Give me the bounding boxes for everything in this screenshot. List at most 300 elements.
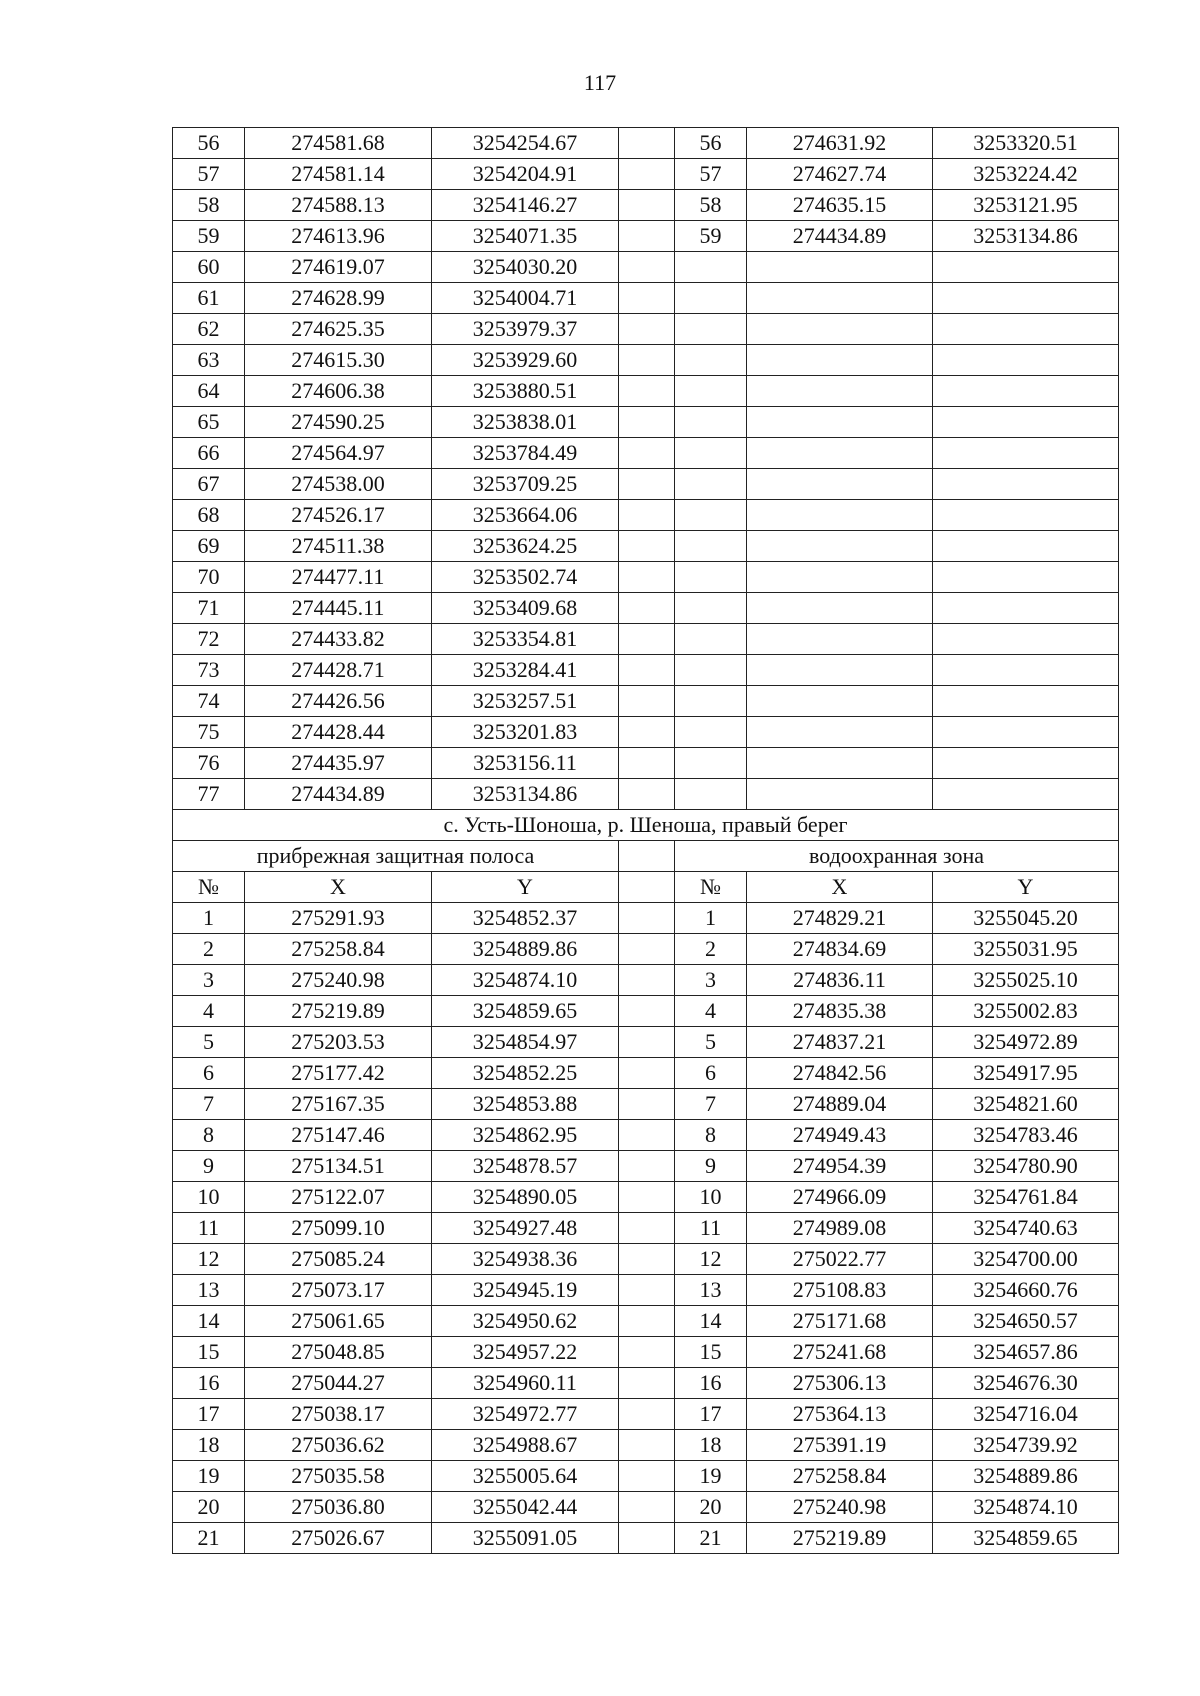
point-num-right: 56 <box>675 128 747 159</box>
y-right <box>933 748 1119 779</box>
section-title: с. Усть-Шоноша, р. Шеноша, правый берег <box>173 810 1119 841</box>
y-right <box>933 438 1119 469</box>
x-right: 275240.98 <box>747 1492 933 1523</box>
point-num-left: 70 <box>173 562 245 593</box>
col-y-header-left: Y <box>432 872 619 903</box>
table-row <box>173 903 1119 934</box>
gap-cell <box>619 996 675 1027</box>
x-right: 274842.56 <box>747 1058 933 1089</box>
point-num-right: 20 <box>675 1492 747 1523</box>
y-right <box>933 345 1119 376</box>
table-row <box>173 1306 1119 1337</box>
x-left: 275122.07 <box>245 1182 432 1213</box>
point-num-right <box>675 407 747 438</box>
x-left: 275036.62 <box>245 1430 432 1461</box>
table-row <box>173 1275 1119 1306</box>
x-right: 274966.09 <box>747 1182 933 1213</box>
x-left: 275036.80 <box>245 1492 432 1523</box>
point-num-right: 13 <box>675 1275 747 1306</box>
gap-cell <box>619 1492 675 1523</box>
y-right <box>933 500 1119 531</box>
x-right: 274834.69 <box>747 934 933 965</box>
y-right: 3254889.86 <box>933 1461 1119 1492</box>
table-row <box>173 252 1119 283</box>
x-left: 275073.17 <box>245 1275 432 1306</box>
point-num-right: 17 <box>675 1399 747 1430</box>
y-left: 3255091.05 <box>432 1523 619 1554</box>
y-right <box>933 717 1119 748</box>
y-right <box>933 314 1119 345</box>
point-num-left: 75 <box>173 717 245 748</box>
y-right <box>933 252 1119 283</box>
x-left: 275035.58 <box>245 1461 432 1492</box>
point-num-right: 18 <box>675 1430 747 1461</box>
x-right <box>747 283 933 314</box>
x-left: 275203.53 <box>245 1027 432 1058</box>
y-right: 3254917.95 <box>933 1058 1119 1089</box>
point-num-right: 6 <box>675 1058 747 1089</box>
point-num-left: 76 <box>173 748 245 779</box>
y-left: 3253929.60 <box>432 345 619 376</box>
point-num-left: 56 <box>173 128 245 159</box>
y-right <box>933 686 1119 717</box>
y-left: 3254945.19 <box>432 1275 619 1306</box>
col-num-header-right: № <box>675 872 747 903</box>
gap-cell <box>619 1244 675 1275</box>
x-left: 274428.44 <box>245 717 432 748</box>
point-num-right <box>675 686 747 717</box>
gap-cell <box>619 1523 675 1554</box>
x-left: 275026.67 <box>245 1523 432 1554</box>
x-left: 274606.38 <box>245 376 432 407</box>
gap-cell <box>619 1337 675 1368</box>
y-right: 3253320.51 <box>933 128 1119 159</box>
table-row <box>173 190 1119 221</box>
gap-cell <box>619 159 675 190</box>
y-left: 3253624.25 <box>432 531 619 562</box>
bottom-coordinates-body <box>173 903 1119 1554</box>
x-right: 274949.43 <box>747 1120 933 1151</box>
point-num-right: 12 <box>675 1244 747 1275</box>
x-right <box>747 376 933 407</box>
y-left: 3254927.48 <box>432 1213 619 1244</box>
y-right: 3254780.90 <box>933 1151 1119 1182</box>
point-num-left: 67 <box>173 469 245 500</box>
gap-cell <box>619 252 675 283</box>
y-left: 3254878.57 <box>432 1151 619 1182</box>
y-right <box>933 779 1119 810</box>
point-num-right: 15 <box>675 1337 747 1368</box>
x-left: 275291.93 <box>245 903 432 934</box>
table-row <box>173 965 1119 996</box>
y-left: 3253257.51 <box>432 686 619 717</box>
point-num-left: 20 <box>173 1492 245 1523</box>
point-num-left: 72 <box>173 624 245 655</box>
point-num-left: 15 <box>173 1337 245 1368</box>
gap-cell <box>619 1461 675 1492</box>
point-num-right <box>675 469 747 500</box>
point-num-left: 12 <box>173 1244 245 1275</box>
point-num-left: 16 <box>173 1368 245 1399</box>
gap-cell <box>619 779 675 810</box>
y-right: 3254650.57 <box>933 1306 1119 1337</box>
table-row <box>173 934 1119 965</box>
x-left: 275147.46 <box>245 1120 432 1151</box>
gap-cell <box>619 221 675 252</box>
table-row <box>173 996 1119 1027</box>
point-num-right: 4 <box>675 996 747 1027</box>
point-num-right: 8 <box>675 1120 747 1151</box>
x-right: 274836.11 <box>747 965 933 996</box>
x-left: 275177.42 <box>245 1058 432 1089</box>
y-left: 3253880.51 <box>432 376 619 407</box>
y-left: 3255042.44 <box>432 1492 619 1523</box>
gap-cell <box>619 1182 675 1213</box>
coordinates-table <box>172 127 1119 1554</box>
table-row <box>173 562 1119 593</box>
point-num-right <box>675 283 747 314</box>
y-left: 3254854.97 <box>432 1027 619 1058</box>
point-num-right <box>675 376 747 407</box>
gap-cell <box>619 314 675 345</box>
gap-cell <box>619 128 675 159</box>
y-left: 3253664.06 <box>432 500 619 531</box>
point-num-left: 1 <box>173 903 245 934</box>
gap-cell <box>619 345 675 376</box>
gap-cell <box>619 407 675 438</box>
y-right <box>933 283 1119 314</box>
point-num-left: 3 <box>173 965 245 996</box>
y-left: 3253284.41 <box>432 655 619 686</box>
x-left: 274588.13 <box>245 190 432 221</box>
y-right: 3254859.65 <box>933 1523 1119 1554</box>
table-row <box>173 593 1119 624</box>
gap-cell <box>619 872 675 903</box>
point-num-left: 73 <box>173 655 245 686</box>
x-left: 274613.96 <box>245 221 432 252</box>
y-left: 3254852.25 <box>432 1058 619 1089</box>
point-num-left: 21 <box>173 1523 245 1554</box>
point-num-left: 58 <box>173 190 245 221</box>
x-left: 274477.11 <box>245 562 432 593</box>
x-right <box>747 314 933 345</box>
gap-cell <box>619 1213 675 1244</box>
x-left: 275258.84 <box>245 934 432 965</box>
table-row <box>173 1058 1119 1089</box>
y-left: 3253201.83 <box>432 717 619 748</box>
table-row <box>173 128 1119 159</box>
x-right <box>747 779 933 810</box>
point-num-left: 10 <box>173 1182 245 1213</box>
x-left: 275240.98 <box>245 965 432 996</box>
y-right: 3255025.10 <box>933 965 1119 996</box>
x-left: 274615.30 <box>245 345 432 376</box>
x-right: 274889.04 <box>747 1089 933 1120</box>
table-row <box>173 655 1119 686</box>
y-right: 3253224.42 <box>933 159 1119 190</box>
x-left: 275219.89 <box>245 996 432 1027</box>
x-left: 274564.97 <box>245 438 432 469</box>
table-row <box>173 376 1119 407</box>
x-left: 275167.35 <box>245 1089 432 1120</box>
top-coordinates-body <box>173 128 1119 810</box>
point-num-left: 66 <box>173 438 245 469</box>
y-right: 3253121.95 <box>933 190 1119 221</box>
table-row <box>173 345 1119 376</box>
table-row <box>173 314 1119 345</box>
table-row <box>173 748 1119 779</box>
point-num-left: 8 <box>173 1120 245 1151</box>
table-row <box>173 1213 1119 1244</box>
y-right: 3254700.00 <box>933 1244 1119 1275</box>
table-row <box>173 1151 1119 1182</box>
table-row <box>173 283 1119 314</box>
x-right: 275241.68 <box>747 1337 933 1368</box>
y-left: 3253502.74 <box>432 562 619 593</box>
point-num-left: 68 <box>173 500 245 531</box>
y-left: 3254889.86 <box>432 934 619 965</box>
y-right: 3254783.46 <box>933 1120 1119 1151</box>
gap-cell <box>619 934 675 965</box>
y-left: 3254938.36 <box>432 1244 619 1275</box>
y-left: 3254071.35 <box>432 221 619 252</box>
point-num-right: 9 <box>675 1151 747 1182</box>
x-right: 274989.08 <box>747 1213 933 1244</box>
point-num-left: 4 <box>173 996 245 1027</box>
y-left: 3254862.95 <box>432 1120 619 1151</box>
point-num-left: 11 <box>173 1213 245 1244</box>
point-num-left: 65 <box>173 407 245 438</box>
y-right: 3255002.83 <box>933 996 1119 1027</box>
x-left: 275085.24 <box>245 1244 432 1275</box>
point-num-left: 64 <box>173 376 245 407</box>
gap-cell <box>619 1120 675 1151</box>
gap-cell <box>619 748 675 779</box>
point-num-right <box>675 655 747 686</box>
point-num-right <box>675 345 747 376</box>
y-left: 3254960.11 <box>432 1368 619 1399</box>
table-row <box>173 1430 1119 1461</box>
x-right <box>747 655 933 686</box>
point-num-right <box>675 500 747 531</box>
point-num-left: 6 <box>173 1058 245 1089</box>
table-row <box>173 686 1119 717</box>
point-num-right <box>675 717 747 748</box>
y-right: 3254716.04 <box>933 1399 1119 1430</box>
y-right: 3254821.60 <box>933 1089 1119 1120</box>
col-x-header-left: X <box>245 872 432 903</box>
y-right: 3254657.86 <box>933 1337 1119 1368</box>
y-left: 3254254.67 <box>432 128 619 159</box>
point-num-right <box>675 531 747 562</box>
y-left: 3253979.37 <box>432 314 619 345</box>
y-right <box>933 562 1119 593</box>
gap-cell <box>619 1027 675 1058</box>
x-left: 274434.89 <box>245 779 432 810</box>
gap-cell <box>619 686 675 717</box>
table-row <box>173 1523 1119 1554</box>
gap-cell <box>619 562 675 593</box>
section-title-row <box>173 810 1119 841</box>
y-left: 3254972.77 <box>432 1399 619 1430</box>
point-num-left: 69 <box>173 531 245 562</box>
x-right <box>747 624 933 655</box>
y-right: 3255045.20 <box>933 903 1119 934</box>
x-right <box>747 500 933 531</box>
x-right <box>747 252 933 283</box>
y-left: 3254859.65 <box>432 996 619 1027</box>
x-left: 274538.00 <box>245 469 432 500</box>
x-left: 274581.14 <box>245 159 432 190</box>
x-right: 274837.21 <box>747 1027 933 1058</box>
y-right <box>933 469 1119 500</box>
point-num-left: 62 <box>173 314 245 345</box>
point-num-right: 21 <box>675 1523 747 1554</box>
point-num-left: 9 <box>173 1151 245 1182</box>
x-right <box>747 748 933 779</box>
section-header <box>173 810 1119 903</box>
y-right <box>933 376 1119 407</box>
x-right: 274635.15 <box>747 190 933 221</box>
y-left: 3253354.81 <box>432 624 619 655</box>
point-num-right: 1 <box>675 903 747 934</box>
y-left: 3253156.11 <box>432 748 619 779</box>
x-left: 274628.99 <box>245 283 432 314</box>
x-left: 274625.35 <box>245 314 432 345</box>
y-left: 3254874.10 <box>432 965 619 996</box>
gap-cell <box>619 438 675 469</box>
point-num-right: 7 <box>675 1089 747 1120</box>
table-row <box>173 1399 1119 1430</box>
col-y-header-right: Y <box>933 872 1119 903</box>
table-row <box>173 717 1119 748</box>
gap-cell <box>619 283 675 314</box>
y-left: 3254852.37 <box>432 903 619 934</box>
gap-cell <box>619 593 675 624</box>
gap-cell <box>619 531 675 562</box>
table-row <box>173 221 1119 252</box>
column-header-row <box>173 872 1119 903</box>
y-left: 3255005.64 <box>432 1461 619 1492</box>
point-num-left: 18 <box>173 1430 245 1461</box>
col-x-header-right: X <box>747 872 933 903</box>
x-right <box>747 686 933 717</box>
y-right: 3254660.76 <box>933 1275 1119 1306</box>
x-left: 275038.17 <box>245 1399 432 1430</box>
point-num-right: 59 <box>675 221 747 252</box>
table-row <box>173 438 1119 469</box>
y-right: 3254874.10 <box>933 1492 1119 1523</box>
y-left: 3253709.25 <box>432 469 619 500</box>
point-num-left: 17 <box>173 1399 245 1430</box>
x-right: 275108.83 <box>747 1275 933 1306</box>
point-num-left: 59 <box>173 221 245 252</box>
x-left: 274526.17 <box>245 500 432 531</box>
gap-cell <box>619 1430 675 1461</box>
y-right <box>933 624 1119 655</box>
left-zone-label: прибрежная защитная полоса <box>173 841 619 872</box>
point-num-left: 63 <box>173 345 245 376</box>
point-num-left: 61 <box>173 283 245 314</box>
x-right: 275171.68 <box>747 1306 933 1337</box>
point-num-left: 71 <box>173 593 245 624</box>
y-right <box>933 593 1119 624</box>
point-num-right: 3 <box>675 965 747 996</box>
x-left: 274435.97 <box>245 748 432 779</box>
table-row <box>173 624 1119 655</box>
x-left: 274445.11 <box>245 593 432 624</box>
gap-cell <box>619 1058 675 1089</box>
y-left: 3254853.88 <box>432 1089 619 1120</box>
y-right: 3254761.84 <box>933 1182 1119 1213</box>
gap-cell <box>619 1368 675 1399</box>
point-num-right <box>675 779 747 810</box>
point-num-left: 74 <box>173 686 245 717</box>
table-row <box>173 1027 1119 1058</box>
point-num-left: 19 <box>173 1461 245 1492</box>
gap-cell <box>619 841 675 872</box>
table-row <box>173 779 1119 810</box>
x-right: 275306.13 <box>747 1368 933 1399</box>
point-num-right: 11 <box>675 1213 747 1244</box>
x-left: 274426.56 <box>245 686 432 717</box>
y-left: 3253838.01 <box>432 407 619 438</box>
x-right: 274434.89 <box>747 221 933 252</box>
x-right: 275258.84 <box>747 1461 933 1492</box>
point-num-left: 14 <box>173 1306 245 1337</box>
right-zone-label: водоохранная зона <box>675 841 1119 872</box>
x-left: 274511.38 <box>245 531 432 562</box>
x-right <box>747 407 933 438</box>
gap-cell <box>619 190 675 221</box>
y-left: 3254204.91 <box>432 159 619 190</box>
table-row <box>173 1368 1119 1399</box>
point-num-right: 10 <box>675 1182 747 1213</box>
x-left: 274581.68 <box>245 128 432 159</box>
y-right <box>933 531 1119 562</box>
table-row <box>173 1461 1119 1492</box>
point-num-right: 2 <box>675 934 747 965</box>
x-left: 274590.25 <box>245 407 432 438</box>
x-right <box>747 717 933 748</box>
y-left: 3253784.49 <box>432 438 619 469</box>
y-left: 3254890.05 <box>432 1182 619 1213</box>
gap-cell <box>619 1151 675 1182</box>
gap-cell <box>619 1275 675 1306</box>
point-num-left: 77 <box>173 779 245 810</box>
table-row <box>173 1244 1119 1275</box>
gap-cell <box>619 1306 675 1337</box>
point-num-left: 13 <box>173 1275 245 1306</box>
x-left: 275099.10 <box>245 1213 432 1244</box>
y-left: 3254950.62 <box>432 1306 619 1337</box>
point-num-left: 57 <box>173 159 245 190</box>
point-num-right: 14 <box>675 1306 747 1337</box>
y-right: 3254972.89 <box>933 1027 1119 1058</box>
gap-cell <box>619 469 675 500</box>
x-right: 275364.13 <box>747 1399 933 1430</box>
point-num-left: 7 <box>173 1089 245 1120</box>
table-row <box>173 1120 1119 1151</box>
y-right <box>933 407 1119 438</box>
gap-cell <box>619 655 675 686</box>
point-num-right: 19 <box>675 1461 747 1492</box>
table-row <box>173 159 1119 190</box>
x-right <box>747 562 933 593</box>
x-right: 275022.77 <box>747 1244 933 1275</box>
y-right: 3254676.30 <box>933 1368 1119 1399</box>
gap-cell <box>619 376 675 407</box>
